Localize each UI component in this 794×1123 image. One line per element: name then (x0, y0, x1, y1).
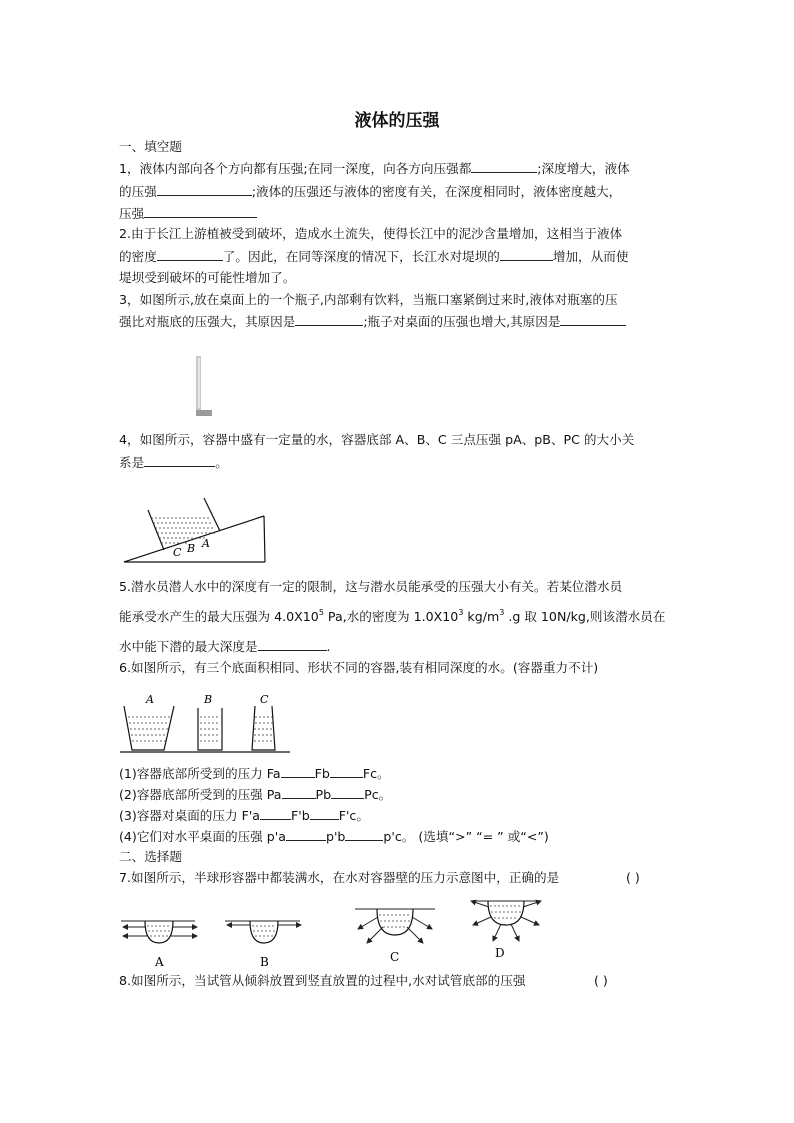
option-c-label: C (390, 950, 400, 964)
option-d-diagram[interactable] (471, 901, 541, 960)
answer-blank[interactable] (471, 160, 537, 173)
page-title: 液体的压强 (354, 111, 440, 131)
container-b-label: B (204, 693, 213, 706)
point-b-label: B (187, 542, 196, 555)
question-5-line-3: 水中能下潜的最大深度是 . (119, 639, 331, 654)
answer-blank[interactable] (157, 248, 223, 261)
option-a-label: A (155, 955, 164, 968)
question-7-answer-paren[interactable]: ( ) (626, 870, 640, 885)
answer-blank[interactable] (157, 183, 252, 196)
question-8-text: 8.如图所示，当试管从倾斜放置到竖直放置的过程中,水对试管底部的压强 (119, 973, 526, 988)
answer-blank[interactable] (310, 807, 339, 820)
answer-blank[interactable] (295, 313, 363, 326)
question-6-sub-3: (3)容器对桌面的压力 F'a F'b F'c。 (119, 808, 369, 823)
answer-blank[interactable] (260, 807, 291, 820)
question-2-line-1: 2.由于长江上游植被受到破坏，造成水土流失，使得长江中的泥沙含量增加，这相当于液体 (119, 226, 623, 241)
answer-blank[interactable] (144, 205, 257, 218)
answer-blank[interactable] (281, 765, 315, 778)
answer-blank[interactable] (560, 313, 626, 326)
question-7-text: 7.如图所示，半球形容器中都装满水，在水对容器壁的压力示意图中，正确的是 (119, 870, 560, 885)
answer-blank[interactable] (331, 786, 364, 799)
option-c-diagram[interactable] (355, 909, 435, 964)
container-c-label: C (260, 693, 269, 706)
question-4-line-1: 4，如图所示，容器中盛有一定量的水，容器底部 A、B、C 三点压强 pA、pB、PC 的大小关 (119, 432, 635, 447)
question-2-line-2: 的密度 了。因此，在同等深度的情况下，长江水对堤坝的 增加，从而使 (119, 249, 629, 264)
question-8-answer-paren[interactable]: ( ) (594, 973, 608, 988)
question-1-line-3: 压强 (119, 205, 257, 222)
three-containers-figure (118, 692, 298, 758)
answer-blank[interactable] (500, 248, 553, 261)
point-c-label: C (173, 546, 182, 559)
answer-blank[interactable] (258, 638, 327, 651)
bottle-figure (190, 352, 220, 420)
option-b-label: B (260, 955, 269, 968)
answer-blank[interactable] (345, 828, 383, 841)
section-choice-heading: 二、选择题 (119, 849, 182, 864)
question-6-line-1: 6.如图所示，有三个底面积相同、形状不同的容器,装有相同深度的水。(容器重力不计) (119, 660, 599, 675)
option-b-diagram[interactable] (225, 921, 301, 968)
inclined-container-figure (118, 480, 278, 570)
section-fill-in-heading: 一、填空题 (119, 139, 182, 154)
question-3-line-2: 强比对瓶底的压强大，其原因是 ;瓶子对桌面的压强也增大,其原因是 (119, 313, 626, 330)
answer-blank[interactable] (286, 828, 326, 841)
question-5-line-1: 5.潜水员潜人水中的深度有一定的限制，这与潜水员能承受的压强大小有关。若某位潜水员 (119, 579, 623, 594)
question-1-line-1: 1，液体内部向各个方向都有压强;在同一深度，向各方向压强都 ;深度增大，液体 (119, 161, 630, 176)
question-6-sub-1: (1)容器底部所受到的压力 Fa Fb Fc。 (119, 766, 390, 781)
question-3-line-1: 3，如图所示,放在桌面上的一个瓶子,内部剩有饮料，当瓶口塞紧倒过来时,液体对瓶塞的压 (119, 292, 618, 307)
hemisphere-options-figure (115, 893, 545, 968)
question-5-line-2: 能承受水产生的最大压强为 $4.0X10^5$ Pa,水的密度为 $1.0X10^3$ $kg/m^3$ .g 取 10N/kg,则该潜水员在 (119, 608, 666, 624)
question-2-line-3: 堤坝受到破坏的可能性增加了。 (119, 270, 296, 285)
container-a-label: A (146, 693, 154, 706)
question-1-line-2: 的压强 ;液体的压强还与液体的密度有关，在深度相同时，液体密度越大， (119, 184, 622, 199)
question-4-line-2: 系是 。 (119, 455, 228, 470)
question-6-sub-4: (4)它们对水平桌面的压强 p'a p'b p'c。 (选填“>” “= ” 或“<”) (119, 829, 549, 844)
point-a-label: A (202, 537, 210, 550)
question-6-sub-2: (2)容器底部所受到的压强 Pa Pb Pc。 (119, 787, 392, 802)
answer-blank[interactable] (330, 765, 363, 778)
answer-blank[interactable] (144, 454, 215, 467)
option-d-label: D (495, 946, 505, 960)
option-a-diagram[interactable] (121, 921, 197, 968)
answer-blank[interactable] (282, 786, 316, 799)
